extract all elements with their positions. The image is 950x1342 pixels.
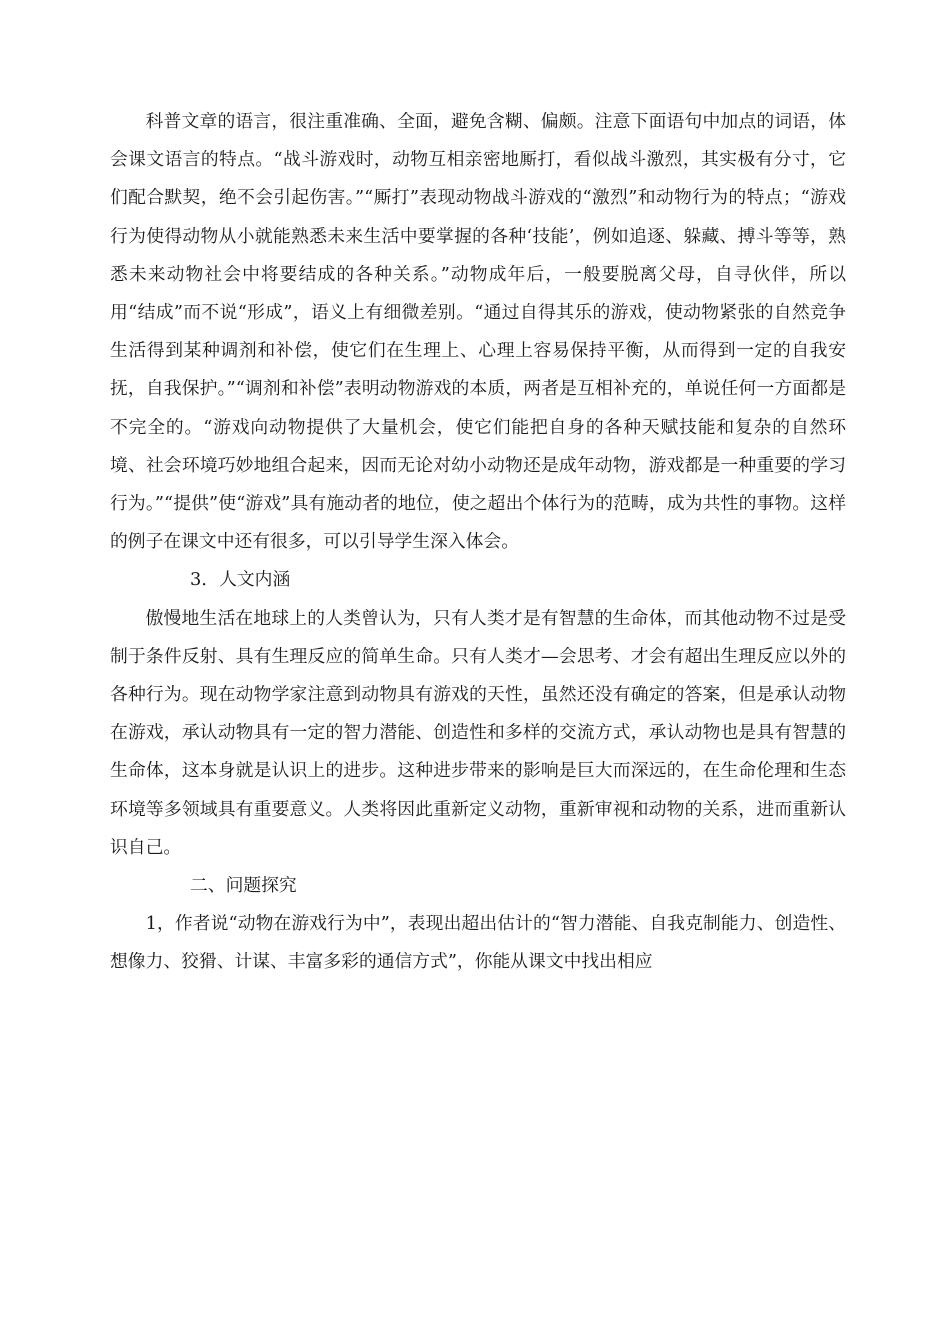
section-heading-humanistic-content: 3．人文内涵 <box>190 569 291 591</box>
paragraph-question-one: 1，作者说“动物在游戏行为中”，表现出超出估计的“智力潜能、自我克制能力、创造性、想像力、狡猾、计谋、丰富多彩的通信方式”，你能从课文中找出相应 <box>110 913 846 973</box>
paragraph-humanistic-content: 傲慢地生活在地球上的人类曾认为，只有人类才是有智慧的生命体，而其他动物不过是受制于条件反射、具有生理反应的简单生命。只有人类才—会思考、才会有超出生理反应以外的各种行为。现在动物学家注意到动物具有游戏的天性，虽然还没有确定的答案，但是承认动物在游戏，承认动物具有一定的智力潜能、创造性和多样的交流方式，承认动物也是具有智慧的生命体，这本身就是认识上的进步。这种进步带来的影响是巨大而深远的，在生命伦理和生态环境等多领域具有重要意义。人类将因此重新定义动物，重新审视和动物的关系，进而重新认识自己。 <box>110 607 846 858</box>
paragraph-language-features: 科普文章的语言，很注重准确、全面，避免含糊、偏颇。注意下面语句中加点的词语，体会课文语言的特点。“战斗游戏时，动物互相亲密地厮打，看似战斗激烈，其实极有分寸，它们配合默契，绝不会引起伤害。”“厮打”表现动物战斗游戏的“激烈”和动物行为的特点；“游戏行为使得动物从小就能熟悉未来生活中要掌握的各种‘技能’，例如追逐、躲藏、搏斗等等，熟悉未来动物社会中将要结成的各种关系。”动物成年后，一般要脱离父母，自寻伙伴，所以用“结成”而不说“形成”，语义上有细微差别。“通过自得其乐的游戏，使动物紧张的自然竞争生活得到某种调剂和补偿，使它们在生理上、心理上容易保持平衡，从而得到一定的自我安抚，自我保护。”“调剂和补偿”表明动物游戏的本质，两者是互相补充的，单说任何一方面都是不完全的。“游戏向动物提供了大量机会，使它们能把自身的各种天赋技能和复杂的自然环境、社会环境巧妙地组合起来，因而无论对幼小动物还是成年动物，游戏都是一种重要的学习行为。”“提供”使“游戏”具有施动者的地位，使之超出个体行为的范畴，成为共性的事物。这样的例子在课文中还有很多，可以引导学生深入体会。 <box>110 111 846 553</box>
document-page <box>110 103 846 982</box>
section-heading-problem-exploration: 二、问题探究 <box>190 875 297 897</box>
